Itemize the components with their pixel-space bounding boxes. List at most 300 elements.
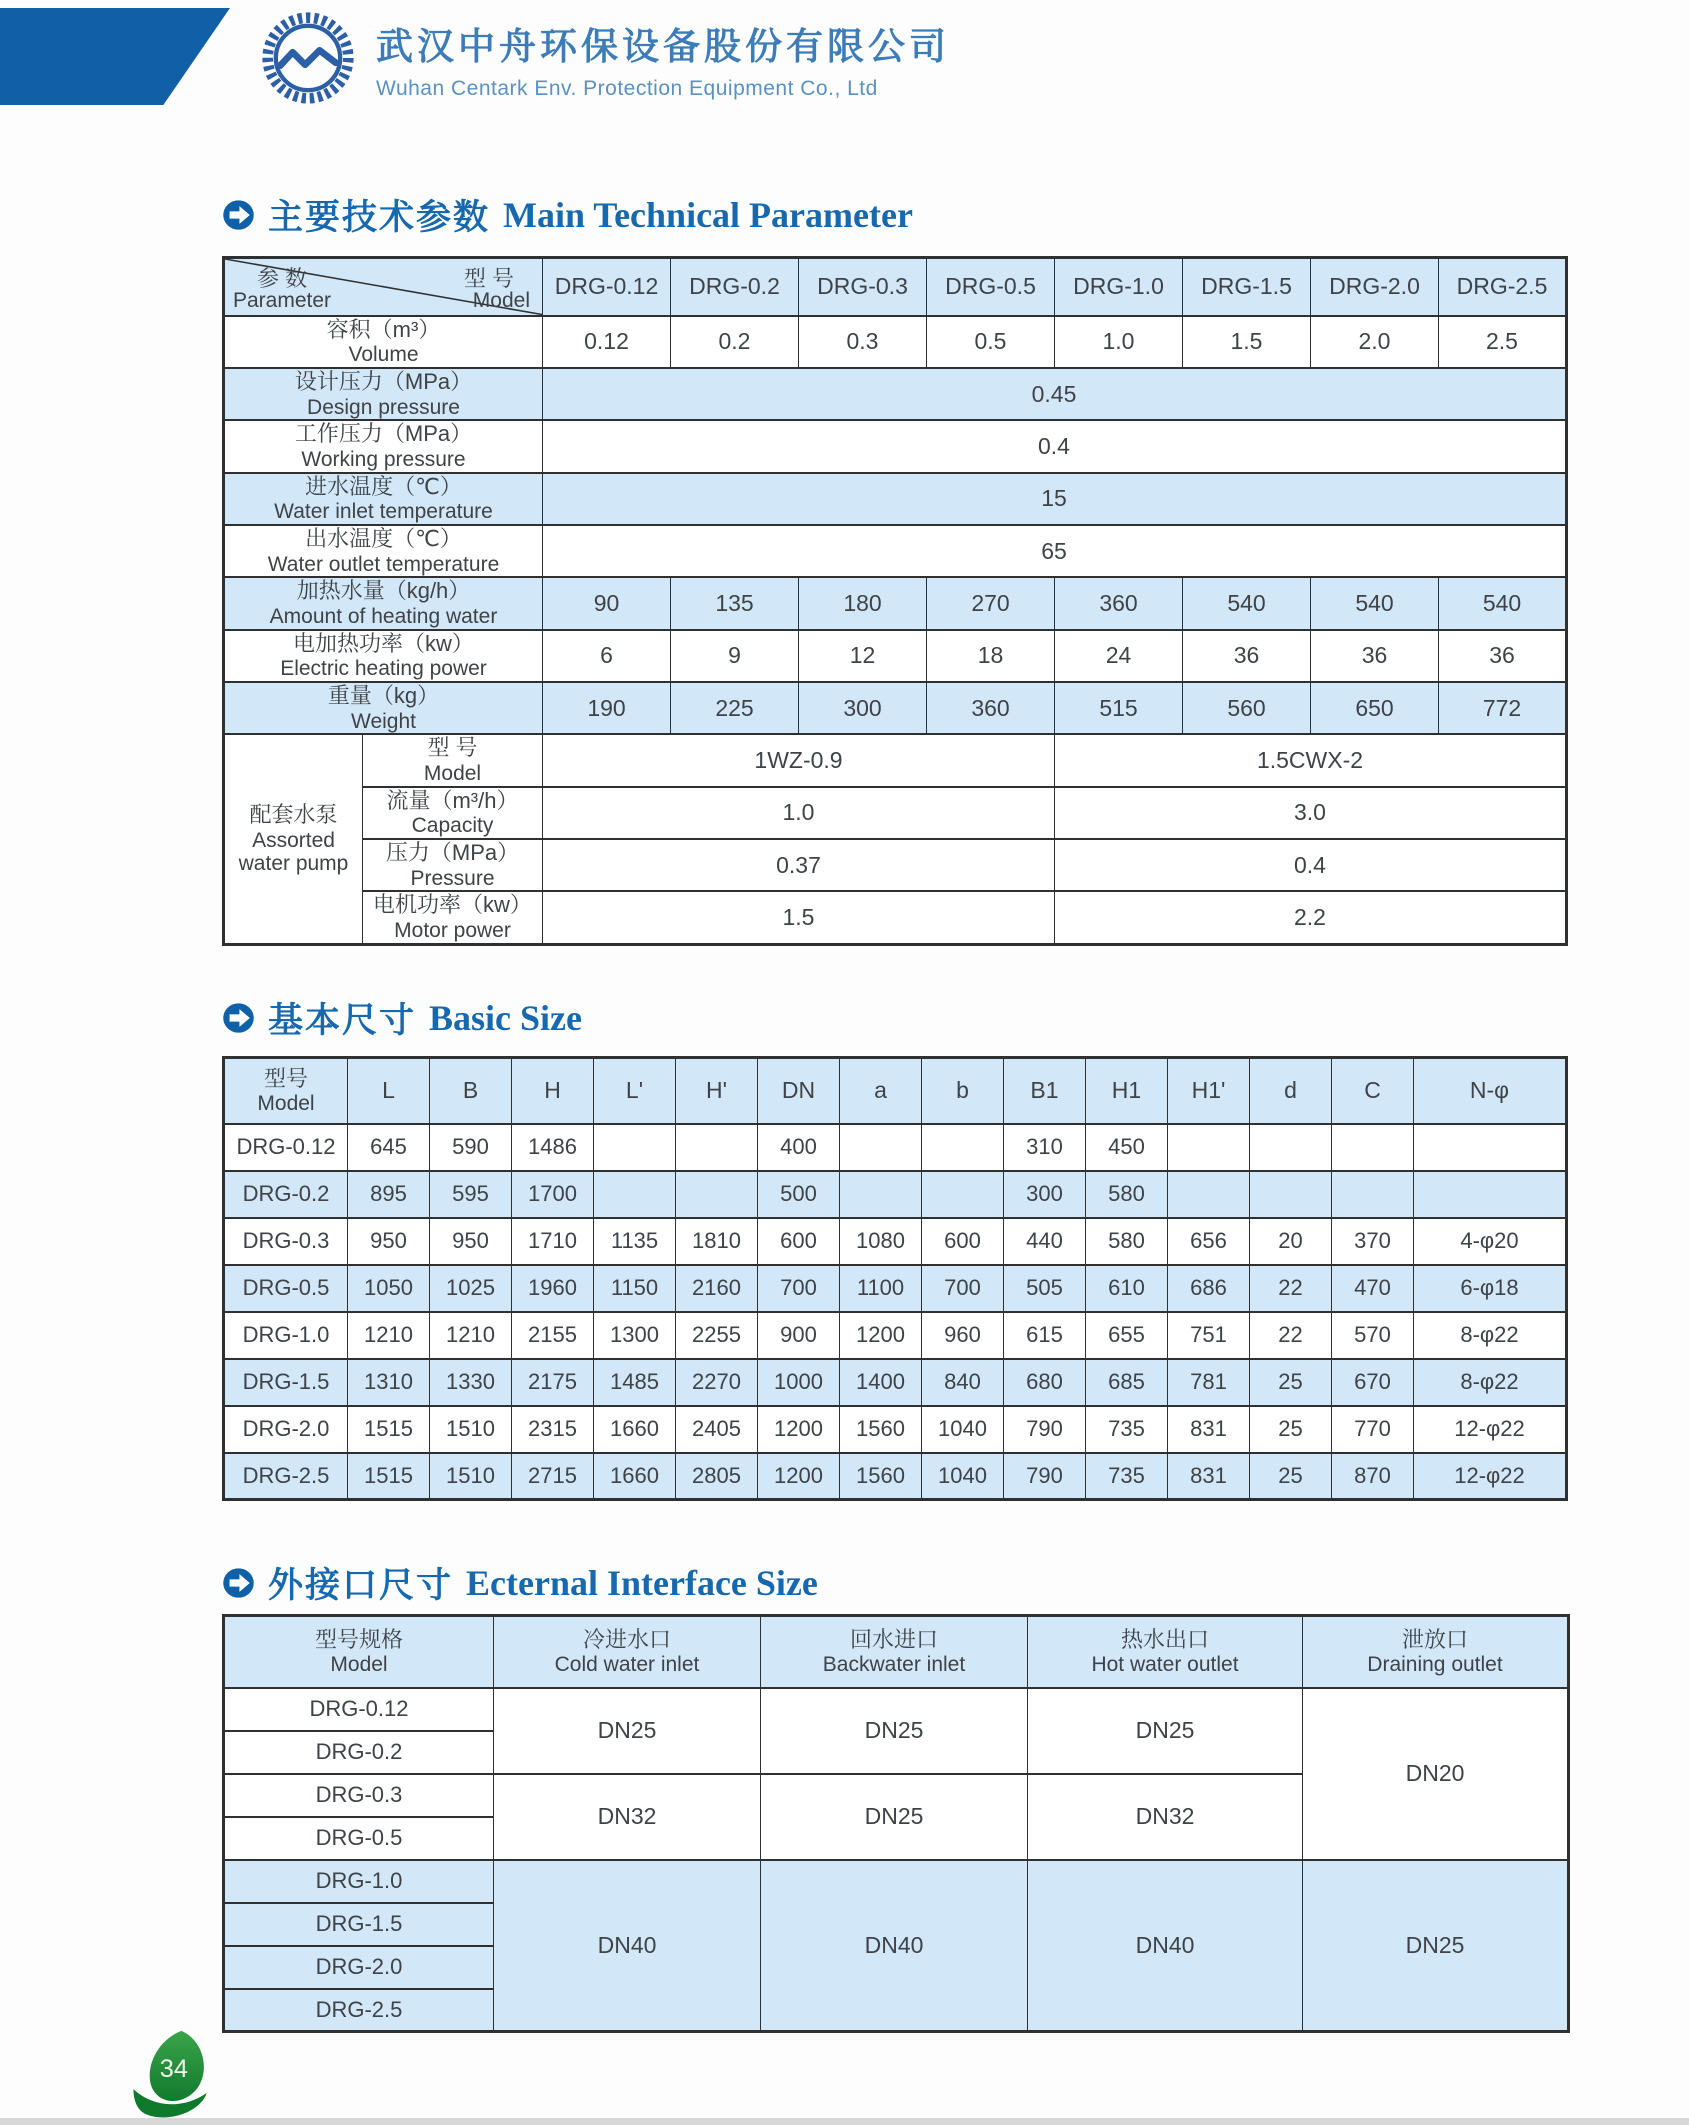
value-cell: 225 xyxy=(671,682,799,734)
model-cell: DRG-0.12 xyxy=(224,1124,348,1171)
value-cell: 12 xyxy=(799,630,927,682)
dimension-value-cell: 1040 xyxy=(922,1406,1004,1453)
pipe-size-cell: DN40 xyxy=(1028,1860,1303,2032)
dimension-value-cell: 656 xyxy=(1168,1218,1250,1265)
pump-value-left-cell: 1.5 xyxy=(543,891,1055,944)
dimension-value-cell: 370 xyxy=(1332,1218,1414,1265)
model-header-cell: DRG-0.12 xyxy=(543,258,671,316)
dimension-value-cell xyxy=(1414,1171,1567,1218)
dimension-value-cell: 2715 xyxy=(512,1453,594,1500)
dimension-header-cell: L' xyxy=(594,1058,676,1124)
value-cell: 190 xyxy=(543,682,671,734)
model-header-cell: DRG-1.0 xyxy=(1055,258,1183,316)
interface-header-cell xyxy=(1303,1616,1569,1688)
table-row xyxy=(224,1406,1567,1453)
pipe-size-cell: DN32 xyxy=(494,1774,761,1860)
section-title-en: Basic Size xyxy=(429,998,582,1038)
model-cell: DRG-1.5 xyxy=(224,1903,494,1946)
model-header-cell: DRG-0.2 xyxy=(671,258,799,316)
dimension-value-cell: 1210 xyxy=(348,1312,430,1359)
model-cell: DRG-0.3 xyxy=(224,1774,494,1817)
page-number: 34 xyxy=(159,2054,188,2083)
table-header-row xyxy=(224,1616,1569,1688)
pump-label-en: Model xyxy=(423,762,482,786)
dimension-header-cell: b xyxy=(922,1058,1004,1124)
section-title-cn: 基本尺寸 xyxy=(268,1001,417,1040)
param-label-en: Weight xyxy=(351,709,416,733)
model-cell: DRG-0.2 xyxy=(224,1731,494,1774)
dimension-value-cell: 1300 xyxy=(594,1312,676,1359)
section-title-en: Main Technical Parameter xyxy=(503,195,913,235)
dimension-value-cell: 781 xyxy=(1168,1359,1250,1406)
value-cell: 0.12 xyxy=(543,316,671,368)
value-cell: 270 xyxy=(927,577,1055,629)
pump-value-right-cell: 0.4 xyxy=(1055,839,1567,891)
table-row xyxy=(224,1265,1567,1312)
pump-label-en: Pressure xyxy=(410,866,495,890)
dimension-value-cell: 1200 xyxy=(758,1406,840,1453)
dimension-value-cell: 25 xyxy=(1250,1359,1332,1406)
dimension-value-cell: 900 xyxy=(758,1312,840,1359)
param-label-cn: 设计压力（MPa） xyxy=(294,368,473,394)
company-name-cn: 武汉中舟环保设备股份有限公司 xyxy=(376,26,950,67)
dimension-value-cell: 1710 xyxy=(512,1218,594,1265)
value-cell: 9 xyxy=(671,630,799,682)
pump-value-left-cell: 0.37 xyxy=(543,839,1055,891)
pump-value-right-cell: 3.0 xyxy=(1055,787,1567,839)
arrow-bullet-icon xyxy=(222,199,255,231)
value-cell: 772 xyxy=(1439,682,1567,734)
value-cell: 360 xyxy=(1055,577,1183,629)
param-label-cell xyxy=(224,316,543,368)
param-model-corner-cell xyxy=(224,258,543,316)
param-label-cell xyxy=(224,420,543,472)
pump-label-cn: 型 号 xyxy=(427,735,478,761)
pump-sub-label-cell xyxy=(363,839,543,891)
dimension-value-cell: 600 xyxy=(758,1218,840,1265)
pipe-size-cell: DN25 xyxy=(494,1688,761,1774)
pump-label-en: Motor power xyxy=(394,919,511,943)
interface-header-cn: 泄放口 xyxy=(1401,1626,1468,1652)
model-cell: DRG-1.0 xyxy=(224,1312,348,1359)
value-cell: 18 xyxy=(927,630,1055,682)
pipe-size-cell: DN32 xyxy=(1028,1774,1303,1860)
dimension-value-cell: 1486 xyxy=(512,1124,594,1171)
dimension-header-cell: N-φ xyxy=(1414,1058,1567,1124)
dimension-value-cell: 310 xyxy=(1004,1124,1086,1171)
dimension-value-cell xyxy=(840,1171,922,1218)
basic-size-table xyxy=(222,1056,1568,1501)
pump-group-cn: 配套水泵 xyxy=(249,802,338,827)
pipe-size-cell: DN25 xyxy=(761,1688,1028,1774)
table-row xyxy=(224,839,1567,891)
table-row xyxy=(224,368,1567,420)
main-technical-parameter-table xyxy=(222,256,1568,946)
dimension-value-cell: 831 xyxy=(1168,1453,1250,1500)
value-cell: 2.0 xyxy=(1311,316,1439,368)
value-cell: 180 xyxy=(799,577,927,629)
dimension-value-cell xyxy=(1332,1171,1414,1218)
value-cell: 135 xyxy=(671,577,799,629)
value-cell: 300 xyxy=(799,682,927,734)
value-cell: 65 xyxy=(543,525,1567,577)
dimension-header-cell: a xyxy=(840,1058,922,1124)
corner-param-cn: 参 数 xyxy=(257,266,308,291)
model-cell: DRG-0.5 xyxy=(224,1817,494,1860)
value-cell: 560 xyxy=(1183,682,1311,734)
model-header-cell: DRG-2.5 xyxy=(1439,258,1567,316)
section-title-cn: 主要技术参数 xyxy=(268,198,491,237)
dimension-value-cell: 1560 xyxy=(840,1406,922,1453)
table-row xyxy=(224,525,1567,577)
dimension-value-cell: 895 xyxy=(348,1171,430,1218)
table-row xyxy=(224,473,1567,525)
dimension-value-cell: 2405 xyxy=(676,1406,758,1453)
value-cell: 36 xyxy=(1439,630,1567,682)
value-cell: 2.5 xyxy=(1439,316,1567,368)
dimension-value-cell: 2160 xyxy=(676,1265,758,1312)
param-label-en: Electric heating power xyxy=(280,657,487,681)
interface-header-cn: 热水出口 xyxy=(1120,1626,1209,1652)
scan-edge-decoration xyxy=(0,2118,1689,2125)
iface-table-body xyxy=(224,1616,1569,2032)
param-label-cell xyxy=(224,368,543,420)
param-label-cell xyxy=(224,577,543,629)
param-label-en: Amount of heating water xyxy=(269,605,498,629)
table-row xyxy=(224,787,1567,839)
model-cell: DRG-0.5 xyxy=(224,1265,348,1312)
interface-header-cn: 型号规格 xyxy=(314,1626,403,1652)
interface-header-cell xyxy=(761,1616,1028,1688)
dimension-value-cell: 645 xyxy=(348,1124,430,1171)
value-cell: 0.5 xyxy=(927,316,1055,368)
dimension-value-cell: 1400 xyxy=(840,1359,922,1406)
pump-label-cn: 电机功率（kw） xyxy=(373,892,532,918)
dimension-value-cell: 12-φ22 xyxy=(1414,1453,1567,1500)
param-label-cn: 加热水量（kg/h） xyxy=(296,578,471,604)
interface-header-cell xyxy=(1028,1616,1303,1688)
value-cell: 0.3 xyxy=(799,316,927,368)
dimension-value-cell: 950 xyxy=(430,1218,512,1265)
value-cell: 0.4 xyxy=(543,420,1567,472)
dimension-value-cell: 831 xyxy=(1168,1406,1250,1453)
dimension-value-cell: 1660 xyxy=(594,1406,676,1453)
dimension-value-cell: 1135 xyxy=(594,1218,676,1265)
dimension-value-cell xyxy=(594,1124,676,1171)
dimension-value-cell: 1810 xyxy=(676,1218,758,1265)
dimension-value-cell: 960 xyxy=(922,1312,1004,1359)
dimension-value-cell: 450 xyxy=(1086,1124,1168,1171)
dimension-value-cell: 22 xyxy=(1250,1312,1332,1359)
table-row xyxy=(224,577,1567,629)
pump-sub-label-cell xyxy=(363,734,543,786)
dimension-header-cell: H xyxy=(512,1058,594,1124)
dimension-value-cell xyxy=(594,1171,676,1218)
param-label-en: Volume xyxy=(348,343,419,367)
interface-header-cell xyxy=(224,1616,494,1688)
section-title-cn: 外接口尺寸 xyxy=(268,1566,454,1605)
dimension-value-cell: 4-φ20 xyxy=(1414,1218,1567,1265)
param-label-cell xyxy=(224,473,543,525)
table-row xyxy=(224,630,1567,682)
model-cell: DRG-1.5 xyxy=(224,1359,348,1406)
param-label-cn: 工作压力（MPa） xyxy=(294,421,473,447)
dimension-header-cell: C xyxy=(1332,1058,1414,1124)
pump-sub-label-cell xyxy=(363,891,543,944)
section-title-tech xyxy=(222,190,913,240)
table-header-row xyxy=(224,1058,1567,1124)
dimension-value-cell: 950 xyxy=(348,1218,430,1265)
dimension-value-cell: 25 xyxy=(1250,1453,1332,1500)
dimension-value-cell: 2155 xyxy=(512,1312,594,1359)
dimension-value-cell: 6-φ18 xyxy=(1414,1265,1567,1312)
pipe-size-cell: DN25 xyxy=(1028,1688,1303,1774)
model-cell: DRG-2.0 xyxy=(224,1946,494,1989)
interface-header-en: Cold water inlet xyxy=(554,1653,700,1677)
dimension-value-cell: 470 xyxy=(1332,1265,1414,1312)
dimension-value-cell: 655 xyxy=(1086,1312,1168,1359)
table-row xyxy=(224,1312,1567,1359)
section-title-size xyxy=(222,993,582,1043)
pump-label-cn: 流量（m³/h） xyxy=(386,787,519,813)
value-cell: 6 xyxy=(543,630,671,682)
dimension-value-cell: 595 xyxy=(430,1171,512,1218)
dimension-value-cell: 8-φ22 xyxy=(1414,1359,1567,1406)
pump-value-left-cell: 1.0 xyxy=(543,787,1055,839)
dimension-header-cell: H1' xyxy=(1168,1058,1250,1124)
table-header-row xyxy=(224,258,1567,316)
dimension-value-cell: 1510 xyxy=(430,1453,512,1500)
model-cell: DRG-2.5 xyxy=(224,1453,348,1500)
dimension-value-cell: 686 xyxy=(1168,1265,1250,1312)
arrow-bullet-icon xyxy=(222,1002,255,1034)
pump-value-right-cell: 2.2 xyxy=(1055,891,1567,944)
pump-group-cell xyxy=(224,734,363,944)
size-model-header-cn: 型号 xyxy=(263,1065,308,1091)
table-row xyxy=(224,1860,1569,1903)
external-interface-size-table xyxy=(222,1614,1570,2033)
param-label-cell xyxy=(224,630,543,682)
value-cell: 36 xyxy=(1311,630,1439,682)
model-header-cell: DRG-1.5 xyxy=(1183,258,1311,316)
dimension-value-cell: 2175 xyxy=(512,1359,594,1406)
dimension-value-cell: 570 xyxy=(1332,1312,1414,1359)
dimension-value-cell: 25 xyxy=(1250,1406,1332,1453)
corner-model-cn: 型 号 xyxy=(463,266,514,291)
pump-group-en: Assorted water pump xyxy=(238,828,349,876)
dimension-header-cell: L xyxy=(348,1058,430,1124)
table-row xyxy=(224,1359,1567,1406)
section-title-en: Ecternal Interface Size xyxy=(466,1563,818,1603)
value-cell: 15 xyxy=(543,473,1567,525)
table-row xyxy=(224,734,1567,786)
dimension-value-cell xyxy=(676,1124,758,1171)
dimension-value-cell xyxy=(840,1124,922,1171)
model-cell: DRG-1.0 xyxy=(224,1860,494,1903)
dimension-value-cell: 1700 xyxy=(512,1171,594,1218)
dimension-value-cell xyxy=(1168,1124,1250,1171)
dimension-value-cell: 1000 xyxy=(758,1359,840,1406)
table-row xyxy=(224,1453,1567,1500)
dimension-value-cell: 751 xyxy=(1168,1312,1250,1359)
dimension-value-cell: 1150 xyxy=(594,1265,676,1312)
dimension-value-cell: 2315 xyxy=(512,1406,594,1453)
dimension-value-cell: 1485 xyxy=(594,1359,676,1406)
company-name-en: Wuhan Centark Env. Protection Equipment Co., Ltd xyxy=(376,77,878,100)
param-label-en: Design pressure xyxy=(307,395,460,419)
dimension-value-cell: 1080 xyxy=(840,1218,922,1265)
tech-table-body xyxy=(224,258,1567,945)
interface-header-en: Model xyxy=(330,1653,388,1677)
corner-model-en: Model xyxy=(472,288,530,312)
value-cell: 540 xyxy=(1439,577,1567,629)
dimension-value-cell xyxy=(1250,1171,1332,1218)
dimension-value-cell: 505 xyxy=(1004,1265,1086,1312)
model-cell: DRG-0.12 xyxy=(224,1688,494,1731)
model-cell: DRG-2.0 xyxy=(224,1406,348,1453)
dimension-value-cell: 1200 xyxy=(840,1312,922,1359)
dimension-header-cell: B xyxy=(430,1058,512,1124)
param-label-cn: 重量（kg） xyxy=(327,682,440,708)
dimension-value-cell: 12-φ22 xyxy=(1414,1406,1567,1453)
value-cell: 540 xyxy=(1183,577,1311,629)
param-label-cn: 电加热功率（kw） xyxy=(293,630,474,656)
dimension-value-cell: 840 xyxy=(922,1359,1004,1406)
value-cell: 650 xyxy=(1311,682,1439,734)
interface-header-en: Hot water outlet xyxy=(1091,1653,1239,1677)
dimension-value-cell xyxy=(1250,1124,1332,1171)
dimension-value-cell xyxy=(676,1171,758,1218)
drain-size-cell: DN20 xyxy=(1303,1688,1569,1860)
model-header-cell: DRG-2.0 xyxy=(1311,258,1439,316)
value-cell: 24 xyxy=(1055,630,1183,682)
dimension-value-cell: 2805 xyxy=(676,1453,758,1500)
dimension-value-cell: 1100 xyxy=(840,1265,922,1312)
dimension-value-cell: 790 xyxy=(1004,1406,1086,1453)
dimension-value-cell: 700 xyxy=(758,1265,840,1312)
value-cell: 0.45 xyxy=(543,368,1567,420)
dimension-value-cell: 22 xyxy=(1250,1265,1332,1312)
size-model-header-cell xyxy=(224,1058,348,1124)
value-cell: 36 xyxy=(1183,630,1311,682)
dimension-value-cell: 2255 xyxy=(676,1312,758,1359)
dimension-value-cell: 1330 xyxy=(430,1359,512,1406)
dimension-value-cell: 1515 xyxy=(348,1406,430,1453)
model-cell: DRG-2.5 xyxy=(224,1989,494,2032)
pump-sub-label-cell xyxy=(363,787,543,839)
value-cell: 515 xyxy=(1055,682,1183,734)
dimension-value-cell: 580 xyxy=(1086,1171,1168,1218)
dimension-value-cell: 1210 xyxy=(430,1312,512,1359)
table-row xyxy=(224,682,1567,734)
dimension-value-cell: 1040 xyxy=(922,1453,1004,1500)
param-label-en: Working pressure xyxy=(301,448,466,472)
pipe-size-cell: DN40 xyxy=(761,1860,1028,2032)
table-row xyxy=(224,891,1567,944)
header-band-decoration xyxy=(0,8,230,105)
dimension-value-cell: 300 xyxy=(1004,1171,1086,1218)
dimension-value-cell xyxy=(1168,1171,1250,1218)
table-row xyxy=(224,420,1567,472)
param-label-cn: 容积（m³） xyxy=(326,316,441,342)
dimension-value-cell: 670 xyxy=(1332,1359,1414,1406)
param-label-cell xyxy=(224,682,543,734)
pump-label-en: Capacity xyxy=(411,814,494,838)
dimension-value-cell: 735 xyxy=(1086,1406,1168,1453)
dimension-value-cell: 735 xyxy=(1086,1453,1168,1500)
value-cell: 0.2 xyxy=(671,316,799,368)
param-label-en: Water outlet temperature xyxy=(267,552,500,576)
dimension-value-cell: 580 xyxy=(1086,1218,1168,1265)
dimension-value-cell: 1515 xyxy=(348,1453,430,1500)
param-label-cell xyxy=(224,525,543,577)
interface-header-en: Draining outlet xyxy=(1367,1653,1503,1677)
table-row xyxy=(224,1688,1569,1731)
dimension-value-cell: 680 xyxy=(1004,1359,1086,1406)
arrow-bullet-icon xyxy=(222,1567,255,1599)
dimension-value-cell: 615 xyxy=(1004,1312,1086,1359)
model-header-cell: DRG-0.5 xyxy=(927,258,1055,316)
table-row xyxy=(224,1124,1567,1171)
page-number-leaf-icon xyxy=(124,2028,220,2122)
dimension-header-cell: H' xyxy=(676,1058,758,1124)
value-cell: 540 xyxy=(1311,577,1439,629)
dimension-value-cell: 400 xyxy=(758,1124,840,1171)
dimension-value-cell xyxy=(1332,1124,1414,1171)
dimension-value-cell: 610 xyxy=(1086,1265,1168,1312)
company-name-block xyxy=(376,16,950,101)
dimension-value-cell: 1050 xyxy=(348,1265,430,1312)
dimension-value-cell: 440 xyxy=(1004,1218,1086,1265)
value-cell: 360 xyxy=(927,682,1055,734)
dimension-value-cell xyxy=(922,1171,1004,1218)
dimension-value-cell: 2270 xyxy=(676,1359,758,1406)
value-cell: 90 xyxy=(543,577,671,629)
dimension-value-cell xyxy=(922,1124,1004,1171)
model-header-cell: DRG-0.3 xyxy=(799,258,927,316)
dimension-header-cell: H1 xyxy=(1086,1058,1168,1124)
dimension-value-cell: 1025 xyxy=(430,1265,512,1312)
drain-size-cell: DN25 xyxy=(1303,1860,1569,2032)
dimension-value-cell: 1310 xyxy=(348,1359,430,1406)
dimension-value-cell: 1660 xyxy=(594,1453,676,1500)
dimension-value-cell: 870 xyxy=(1332,1453,1414,1500)
table-row xyxy=(224,1218,1567,1265)
pump-value-right-cell: 1.5CWX-2 xyxy=(1055,734,1567,786)
param-label-cn: 进水温度（℃） xyxy=(305,473,462,499)
dimension-value-cell: 1510 xyxy=(430,1406,512,1453)
dimension-value-cell: 500 xyxy=(758,1171,840,1218)
basic-table-body xyxy=(224,1058,1567,1500)
dimension-value-cell: 1200 xyxy=(758,1453,840,1500)
interface-header-cell xyxy=(494,1616,761,1688)
dimension-header-cell: B1 xyxy=(1004,1058,1086,1124)
dimension-value-cell: 770 xyxy=(1332,1406,1414,1453)
param-label-en: Water inlet temperature xyxy=(274,500,493,524)
dimension-value-cell: 685 xyxy=(1086,1359,1168,1406)
table-row xyxy=(224,1171,1567,1218)
company-logo-icon xyxy=(260,10,356,106)
dimension-value-cell: 700 xyxy=(922,1265,1004,1312)
interface-header-cn: 回水进口 xyxy=(849,1626,938,1652)
corner-param-en: Parameter xyxy=(233,288,332,312)
table-row xyxy=(224,316,1567,368)
pump-value-left-cell: 1WZ-0.9 xyxy=(543,734,1055,786)
dimension-value-cell: 600 xyxy=(922,1218,1004,1265)
dimension-value-cell: 8-φ22 xyxy=(1414,1312,1567,1359)
interface-header-en: Backwater inlet xyxy=(822,1653,966,1677)
size-model-header-en: Model xyxy=(257,1092,315,1116)
